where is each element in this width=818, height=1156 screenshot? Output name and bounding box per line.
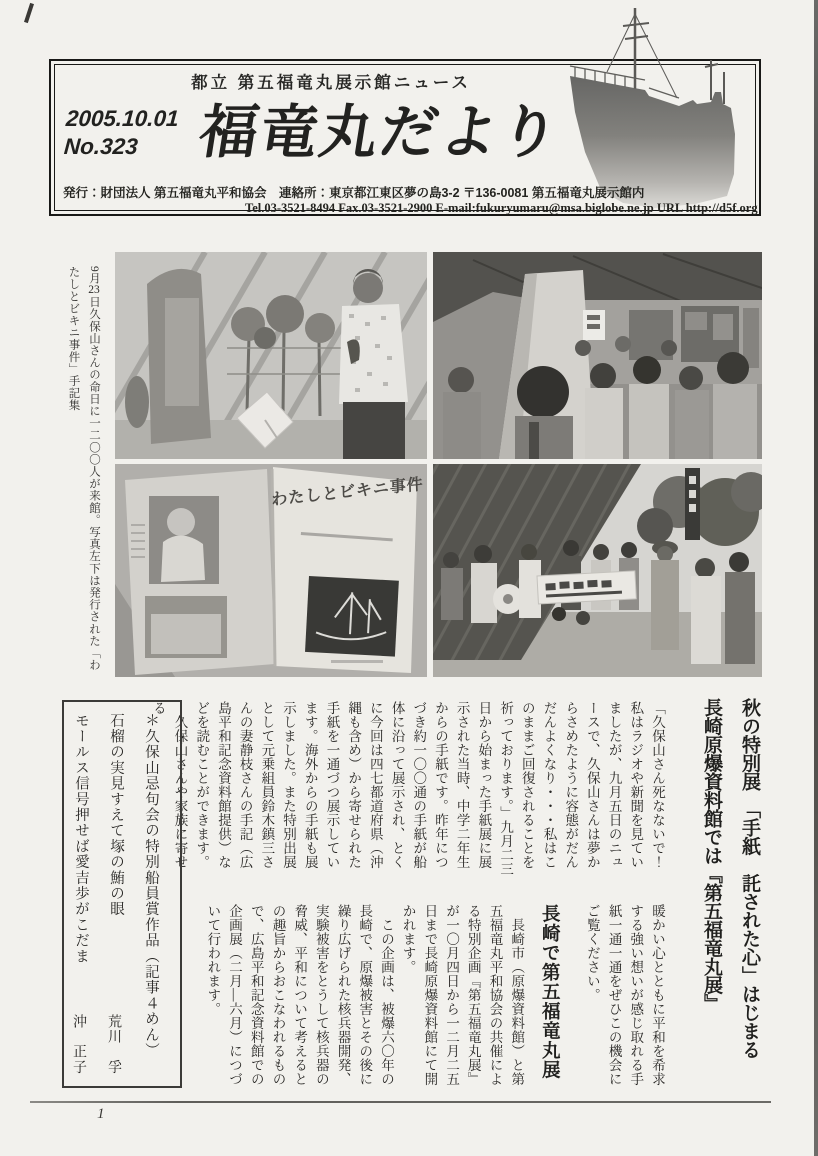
- footer-rule: [30, 1101, 771, 1103]
- photo-caption: [56, 266, 104, 682]
- haiku-author: 荒川 孚: [106, 1014, 121, 1075]
- body-paragraph: 久保山さんや家族に寄せる: [150, 701, 188, 869]
- caption-text: 日久保山さんの命日に一二〇〇人が来館。写真左下は発行された「わたしとビキニ事件」手記集: [67, 266, 100, 672]
- publisher-line: 発行：財団法人 第五福竜丸平和協会 連絡所：東京都江東区夢の島3-2 〒136-0081 第五福竜丸展示館内: [63, 186, 645, 200]
- haiku-box-title: ＊久保山忌句会の特別船員賞作品（記事４めん）: [143, 713, 159, 1059]
- haiku-item: [98, 713, 133, 1075]
- scan-mark: [27, 3, 43, 27]
- body-paragraph: 長崎市（原爆資料館）と第五福竜丸平和協会の共催による特別企画『第五福竜丸展』が一〇月四日から一二月二五日まで長崎原爆資料館にて開かれます。: [400, 904, 525, 1086]
- article-body-lower-band: [186, 904, 668, 1087]
- photo-outdoor-gathering: [433, 464, 762, 677]
- issue-number: No.323: [63, 134, 139, 159]
- headline-line-1: 秋の特別展 「手紙 託された心」はじまる: [739, 698, 760, 1059]
- haiku-item: [63, 713, 98, 1075]
- article-headline: [686, 698, 768, 1118]
- vertical-flag: [685, 468, 700, 540]
- ship-mast: [607, 8, 677, 98]
- booklet-title-text: わたしとビキニ事件: [271, 476, 424, 510]
- caption-day: 23: [88, 284, 100, 296]
- page-edge-shadow: [814, 0, 818, 1156]
- haiku-author: 沖 正子: [71, 1014, 86, 1075]
- caption-text: 9月: [88, 266, 100, 285]
- issue-date-number: [63, 105, 180, 161]
- headline-line-2: 長崎原爆資料館では『第五福竜丸展』: [701, 698, 722, 1013]
- body-paragraph: 「久保山さん死なないで！私はラジオや新聞を見ていましたが、九月五日のニュースで、久保山さんは夢からさめたように容態がだんだんよくなり・・・私はこのままご回復されることを祈っております。」九月二三日から始まった手紙展に展示された当時、中学二年生からの手紙です。昨年につづき約一〇〇通の手紙が船体に沿って展示され、とくに今回は四七都道府県（沖縄も含め）から寄せられた手紙を一通づつ展示しています。海外からの手紙も展示しました。また特別出展として元乗組員鈴木鎮三さんの妻静枝さんの手記（広島平和記念資料館提供）などを読むことができます。: [194, 701, 665, 877]
- issue-date: 2005.10.01: [65, 106, 180, 131]
- haiku-text: モールス信号押せば愛吉歩がこだま: [73, 713, 89, 965]
- ship-woodblock-print: [305, 576, 399, 657]
- photo-memorial-prayer: [115, 252, 427, 459]
- banner: [537, 571, 636, 604]
- photo-memoir-booklet: [115, 464, 427, 677]
- page-number: 1: [97, 1106, 105, 1122]
- article-body-upper-band: [150, 701, 668, 882]
- body-paragraph: 暖かい心とともに平和を希求する強い想いが感じ取れる手紙一通一通をぜひこの機会にご覧ください。: [584, 904, 665, 1086]
- contact-line: Tel.03-3521-8494 Fax.03-3521-2900 E-mail:fukuryumaru@msa.biglobe.ne.jp URL http://d5f.org: [245, 201, 758, 215]
- photo-exhibition-hall-crowd: [433, 252, 762, 459]
- haiku-text: 石榴の実見すえて塚の鮪の眼: [108, 713, 124, 918]
- newsletter-title: 福竜丸だより: [194, 100, 566, 165]
- haiku-box: [62, 700, 182, 1088]
- body-paragraph: この企画は、被爆六〇年の長崎で、原爆被害とその後に繰り広げられた核兵器開発、実験被害をとうして核兵器の脅威、平和について考えるとの趣旨からおこなわれるもので、広島平和記念資料館での企画展（二月―六月）につづいて行われます。: [205, 904, 394, 1086]
- subhead-nagasaki-exhibition: 長崎で第五福竜丸展: [539, 904, 560, 1080]
- masthead-kicker: 都立 第五福竜丸展示館ニュース: [191, 74, 471, 92]
